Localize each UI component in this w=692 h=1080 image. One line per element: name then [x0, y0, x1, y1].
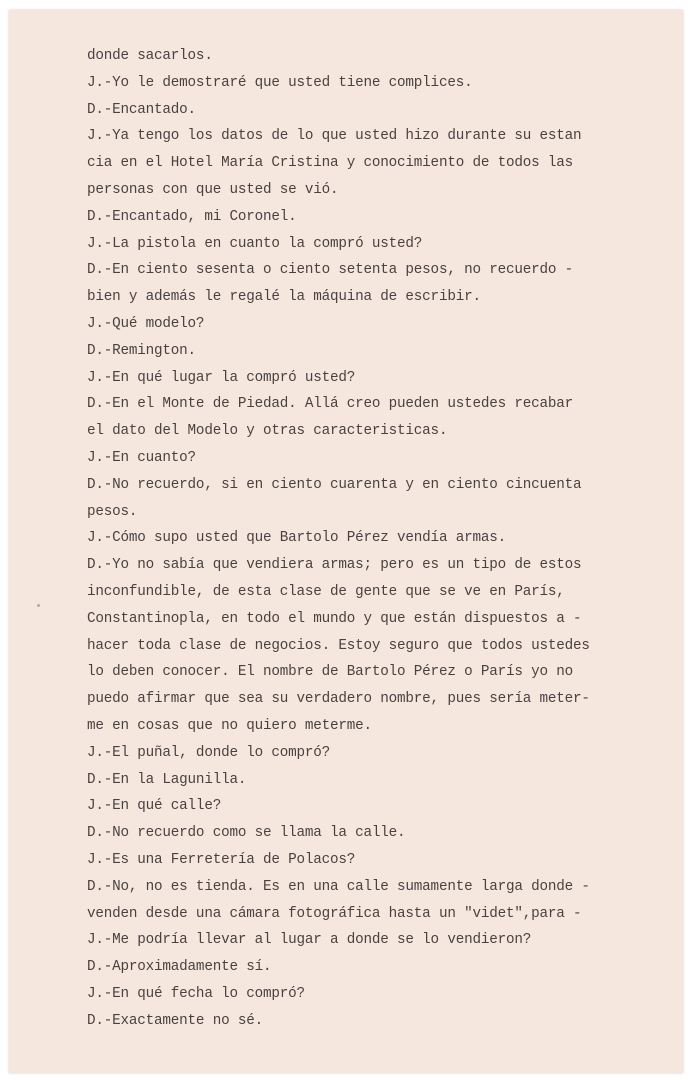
text-line: D.-Yo no sabía que vendiera armas; pero es un tipo de estos: [87, 557, 582, 574]
text-line: D.-En la Lagunilla.: [87, 771, 247, 788]
text-line: D.-En el Monte de Piedad. Allá creo pueden ustedes recabar: [87, 396, 574, 413]
text-line: personas con que usted se vió.: [87, 181, 339, 198]
text-line: D.-No, no es tienda. Es en una calle sumamente larga donde -: [87, 878, 590, 895]
text-line: D.-Aproximadamente sí.: [87, 959, 272, 976]
paper-speck: [37, 604, 40, 607]
typewritten-page: [9, 10, 683, 1073]
text-line: J.-Me podría llevar al lugar a donde se lo vendieron?: [87, 932, 532, 949]
text-line: D.-No recuerdo como se llama la calle.: [87, 825, 406, 842]
text-line: D.-Exactamente no sé.: [87, 1012, 263, 1029]
text-line: lo deben conocer. El nombre de Bartolo Pérez o París yo no: [87, 664, 574, 681]
text-line: el dato del Modelo y otras caracteristicas.: [87, 423, 448, 440]
text-line: J.-En cuanto?: [87, 449, 196, 466]
text-line: D.-Encantado, mi Coronel.: [87, 208, 297, 225]
text-line: donde sacarlos.: [87, 48, 213, 64]
text-line: J.-En qué lugar la compró usted?: [87, 369, 356, 386]
text-line: J.-En qué calle?: [87, 798, 222, 815]
text-line: Constantinopla, en todo el mundo y que están dispuestos a -: [87, 610, 582, 627]
transcript-text: [87, 43, 607, 1034]
text-line: bien y además le regalé la máquina de escribir.: [87, 289, 481, 306]
text-line: me en cosas que no quiero meterme.: [87, 717, 372, 734]
text-line: D.-En ciento sesenta o ciento setenta pesos, no recuerdo -: [87, 262, 574, 279]
text-line: J.-Es una Ferretería de Polacos?: [87, 851, 356, 868]
text-line: J.-Ya tengo los datos de lo que usted hizo durante su estan: [87, 128, 582, 145]
text-line: J.-Cómo supo usted que Bartolo Pérez vendía armas.: [87, 530, 506, 547]
text-line: J.-Yo le demostraré que usted tiene complices.: [87, 74, 473, 91]
text-line: puedo afirmar que sea su verdadero nombre, pues sería meter-: [87, 691, 590, 708]
text-line: J.-Qué modelo?: [87, 315, 205, 332]
text-line: D.-Encantado.: [87, 101, 196, 118]
text-line: J.-En qué fecha lo compró?: [87, 985, 305, 1002]
text-line: venden desde una cámara fotográfica hasta un "videt",para -: [87, 905, 582, 922]
text-line: pesos.: [87, 503, 138, 520]
text-line: D.-No recuerdo, si en ciento cuarenta y en ciento cincuenta: [87, 476, 582, 493]
text-line: cia en el Hotel María Cristina y conocimiento de todos las: [87, 155, 574, 172]
text-line: inconfundible, de esta clase de gente que se ve en París,: [87, 583, 565, 600]
text-line: D.-Remington.: [87, 342, 196, 359]
text-line: J.-La pistola en cuanto la compró usted?: [87, 235, 423, 252]
text-line: hacer toda clase de negocios. Estoy seguro que todos ustedes: [87, 637, 590, 654]
text-line: J.-El puñal, donde lo compró?: [87, 744, 331, 761]
